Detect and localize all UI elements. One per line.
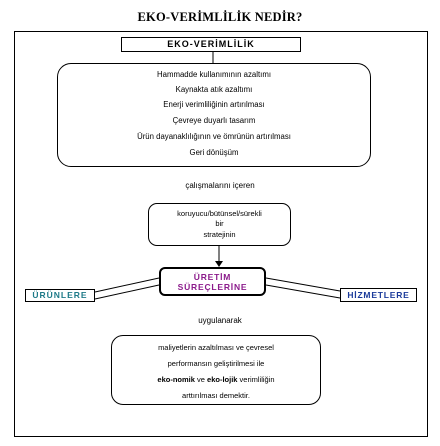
activity-item: Geri dönüşüm bbox=[189, 148, 239, 157]
eko-verimlilik-header-box: EKO-VERİMLİLİK bbox=[121, 37, 301, 52]
strategy-line: koruyucu/bütünsel/sürekli bbox=[177, 209, 262, 218]
activity-item: Hammadde kullanımının azaltımı bbox=[157, 70, 271, 79]
strategy-line: stratejinin bbox=[203, 230, 236, 239]
connector-line bbox=[266, 285, 340, 298]
result-text: verimliliğin bbox=[237, 375, 275, 384]
strategy-line: bir bbox=[215, 219, 224, 228]
production-line: ÜRETİM bbox=[193, 272, 232, 282]
activity-item: Kaynakta atık azaltımı bbox=[175, 85, 253, 94]
result-text: ve bbox=[194, 375, 208, 384]
result-line bbox=[112, 375, 320, 384]
connector-text: çalışmalarını içeren bbox=[185, 181, 255, 190]
activities-box bbox=[57, 63, 371, 167]
connector-line bbox=[95, 285, 159, 299]
activity-item: Ürün dayanaklılığının ve ömrünün artırılması bbox=[137, 132, 291, 141]
page-title: EKO-VERİMLİLİK NEDİR? bbox=[137, 10, 303, 24]
activity-item: Çevreye duyarlı tasarım bbox=[172, 116, 256, 125]
activity-item: Enerji verimliliğinin artırılması bbox=[163, 100, 265, 109]
products-box: ÜRÜNLERE bbox=[25, 289, 95, 302]
production-line: SÜREÇLERİNE bbox=[177, 282, 248, 292]
strategy-box bbox=[148, 203, 291, 246]
result-line: performansın geliştirilmesi ile bbox=[167, 359, 265, 368]
production-processes-box bbox=[159, 267, 266, 296]
result-box bbox=[111, 335, 321, 405]
result-bold-term: eko-lojik bbox=[207, 375, 238, 384]
services-box: HİZMETLERE bbox=[340, 288, 417, 302]
connector-line bbox=[266, 278, 340, 291]
result-line: maliyetlerin azaltılması ve çevresel bbox=[158, 343, 274, 352]
result-bold-term: eko-nomik bbox=[157, 375, 195, 384]
connector-line bbox=[95, 278, 159, 292]
result-line: arttırılması demektir. bbox=[182, 391, 250, 400]
apply-text: uygulanarak bbox=[198, 316, 242, 325]
